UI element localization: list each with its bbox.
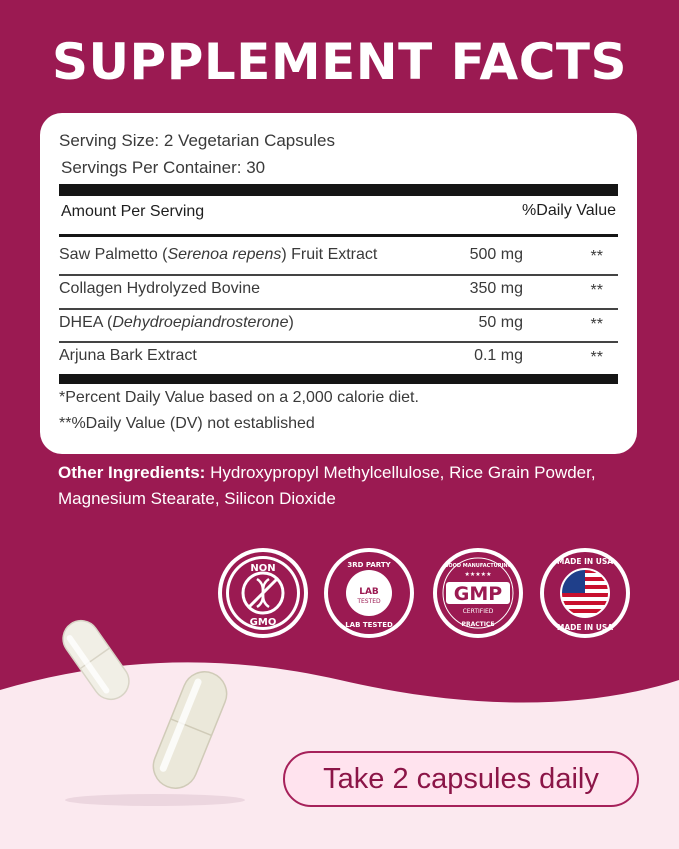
- non-gmo-badge: [217, 547, 309, 639]
- ingredient-amount: 50 mg: [478, 314, 523, 331]
- badge-center-sub-text: CERTIFIED: [462, 608, 494, 615]
- gmp-icon: [432, 547, 524, 639]
- daily-value-header: %Daily Value: [522, 202, 616, 219]
- badge-top-text: 3RD PARTY: [347, 561, 391, 569]
- non-gmo-icon: [217, 547, 309, 639]
- badge-top-text: NON: [250, 563, 276, 574]
- ingredient-name: DHEA (Dehydroepiandrosterone): [59, 314, 294, 331]
- supplement-facts-panel: [40, 113, 637, 454]
- made-in-usa-badge: [539, 547, 631, 639]
- capsule-shadow: [60, 790, 250, 810]
- capsule-large: [140, 665, 240, 795]
- ingredient-name: Saw Palmetto (Serenoa repens) Fruit Extract: [59, 246, 378, 263]
- ingredient-dv: **: [590, 248, 603, 265]
- divider-header: [59, 234, 618, 237]
- dosage-callout: Take 2 capsules daily: [283, 751, 639, 807]
- other-ingredients-label: Other Ingredients:: [58, 463, 206, 482]
- footnote-dv-not-established: **%Daily Value (DV) not established: [59, 415, 315, 432]
- made-in-usa-icon: [539, 547, 631, 639]
- servings-per-container: Servings Per Container: 30: [61, 158, 266, 177]
- ingredient-amount: 0.1 mg: [474, 347, 523, 364]
- capsule-small: [56, 612, 136, 708]
- ingredient-amount: 350 mg: [469, 280, 523, 297]
- ingredient-name: Arjuna Bark Extract: [59, 347, 197, 364]
- ingredient-row: [59, 274, 618, 306]
- badge-center-sub-text: TESTED: [357, 598, 381, 605]
- badge-bottom-text: MADE IN USA: [556, 623, 614, 632]
- divider-thick-top: [59, 184, 618, 196]
- ingredient-dv: **: [590, 349, 603, 366]
- ingredient-name: Collagen Hydrolyzed Bovine: [59, 280, 260, 297]
- badge-bottom-text: PRACTICE: [461, 621, 495, 628]
- ingredient-dv: **: [590, 316, 603, 333]
- other-ingredients-text: Hydroxypropyl Methylcellulose, Rice Grain Powder, Magnesium Stearate, Silicon Dioxide: [58, 463, 596, 508]
- badge-top-text: GOOD MANUFACTURING: [444, 563, 512, 569]
- gmp-badge: [432, 547, 524, 639]
- ingredient-row: [59, 341, 618, 373]
- amount-per-serving-header: Amount Per Serving: [61, 203, 205, 220]
- badge-top-text: MADE IN USA: [556, 557, 614, 566]
- ingredient-row: [59, 240, 618, 272]
- ingredient-dv: **: [590, 282, 603, 299]
- badge-center-text: GMP: [453, 583, 503, 605]
- badge-bottom-text: GMO: [249, 617, 277, 628]
- lab-tested-badge: [323, 547, 415, 639]
- lab-tested-icon: [323, 547, 415, 639]
- ingredient-amount: 500 mg: [469, 246, 523, 263]
- page-title: SUPPLEMENT FACTS: [51, 33, 628, 91]
- other-ingredients: [58, 460, 638, 512]
- badge-center-text: LAB: [359, 587, 379, 597]
- badge-stars: ★★★★★: [464, 571, 492, 578]
- divider-thick-bottom: [59, 374, 618, 384]
- ingredient-row: [59, 308, 618, 340]
- badge-bottom-text: LAB TESTED: [345, 621, 393, 629]
- footnote-percent-dv: *Percent Daily Value based on a 2,000 calorie diet.: [59, 389, 419, 406]
- serving-size: Serving Size: 2 Vegetarian Capsules: [59, 131, 335, 150]
